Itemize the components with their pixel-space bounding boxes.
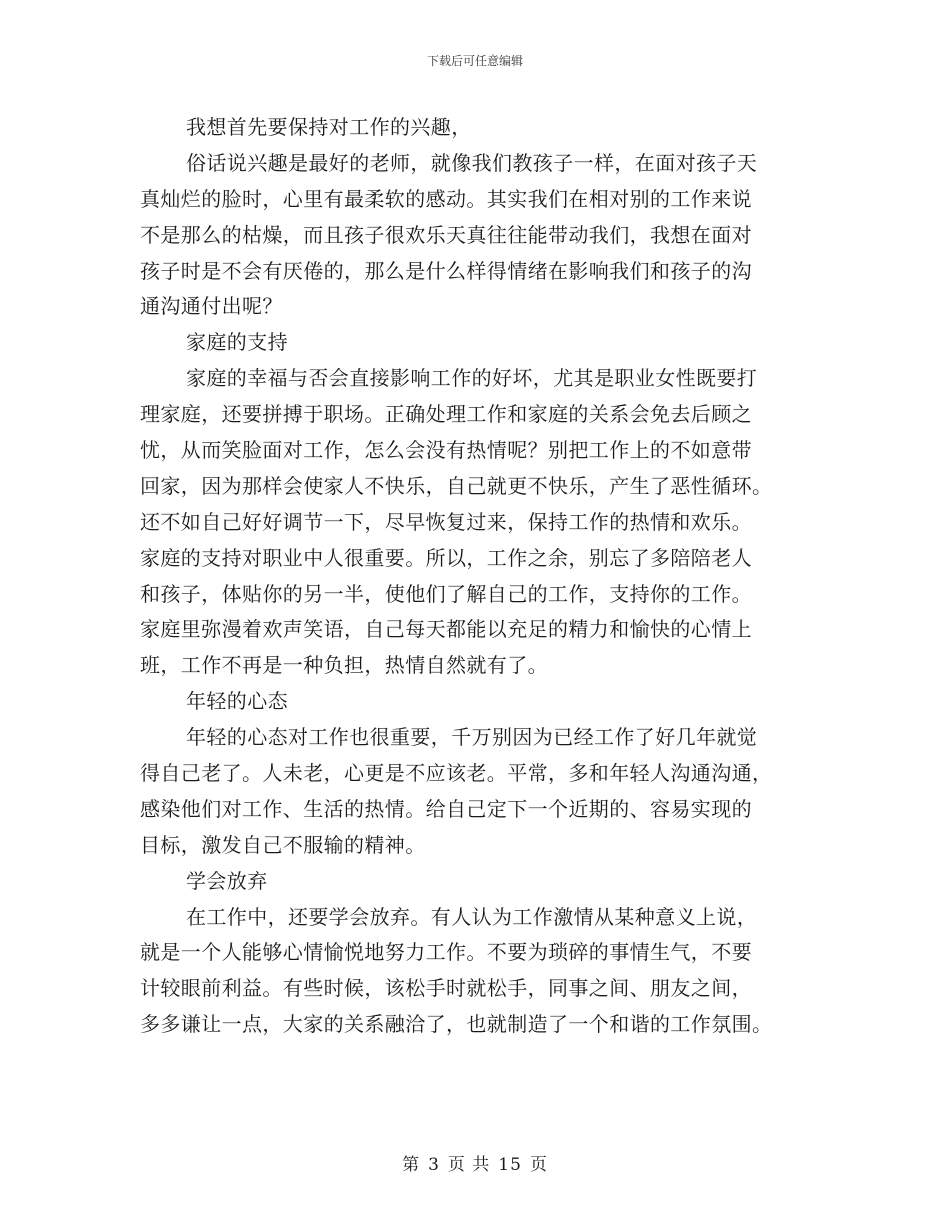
text-line: 得自己老了。人未老，心更是不应该老。平常，多和年轻人沟通沟通， bbox=[140, 761, 773, 786]
text-line: 多多谦让一点，大家的关系融洽了，也就制造了一个和谐的工作氛围。 bbox=[140, 1012, 773, 1037]
document-body bbox=[140, 110, 810, 1043]
text-line: 忧，从而笑脸面对工作，怎么会没有热情呢？别把工作上的不如意带 bbox=[140, 438, 752, 463]
page-footer bbox=[0, 1153, 950, 1177]
text-line: 年轻的心态对工作也很重要，千万别因为已经工作了好几年就觉 bbox=[186, 725, 758, 750]
text-line: 回家，因为那样会使家人不快乐，自己就更不快乐，产生了恶性循环。 bbox=[140, 473, 773, 498]
text-line: 家庭的支持对职业中人很重要。所以，工作之余，别忘了多陪陪老人 bbox=[140, 545, 752, 570]
section-heading: 学会放弃 bbox=[186, 868, 268, 893]
footer-prefix: 第 bbox=[402, 1155, 421, 1175]
text-line: 感染他们对工作、生活的热情。给自己定下一个近期的、容易实现的 bbox=[140, 796, 752, 821]
text-line: 通沟通付出呢？ bbox=[140, 294, 283, 319]
section-heading: 年轻的心态 bbox=[186, 689, 288, 714]
text-line: 还不如自己好好调节一下，尽早恢复过来，保持工作的热情和欢乐。 bbox=[140, 509, 752, 534]
text-line: 计较眼前利益。有些时候，该松手时就松手，同事之间、朋友之间， bbox=[140, 976, 752, 1001]
text-line: 不是那么的枯燥，而且孩子很欢乐天真往往能带动我们，我想在面对 bbox=[140, 222, 752, 247]
section-heading: 家庭的支持 bbox=[186, 330, 288, 355]
text-line: 班，工作不再是一种负担，热情自然就有了。 bbox=[140, 653, 548, 678]
total-pages-number: 15 bbox=[498, 1155, 522, 1175]
page-header bbox=[0, 53, 950, 69]
text-line: 家庭里弥漫着欢声笑语，自己每天都能以充足的精力和愉快的心情上 bbox=[140, 617, 752, 642]
current-page-number: 3 bbox=[428, 1155, 440, 1175]
header-text: 下载后可任意编辑 bbox=[426, 54, 523, 68]
footer-middle: 页 共 bbox=[447, 1155, 491, 1175]
text-line: 在工作中，还要学会放弃。有人认为工作激情从某种意义上说， bbox=[186, 904, 758, 929]
text-line: 目标，激发自己不服输的精神。 bbox=[140, 832, 426, 857]
text-line: 孩子时是不会有厌倦的，那么是什么样得情绪在影响我们和孩子的沟 bbox=[140, 258, 752, 283]
footer-suffix: 页 bbox=[529, 1155, 548, 1175]
text-line: 真灿烂的脸时，心里有最柔软的感动。其实我们在相对别的工作来说 bbox=[140, 186, 752, 211]
text-line: 我想首先要保持对工作的兴趣， bbox=[186, 115, 472, 139]
text-line: 和孩子，体贴你的另一半，使他们了解自己的工作，支持你的工作。 bbox=[140, 581, 752, 606]
text-line: 家庭的幸福与否会直接影响工作的好坏，尤其是职业女性既要打 bbox=[186, 366, 758, 391]
text-line: 理家庭，还要拼搏于职场。正确处理工作和家庭的关系会免去后顾之 bbox=[140, 402, 752, 427]
text-line: 俗话说兴趣是最好的老师，就像我们教孩子一样，在面对孩子天 bbox=[186, 150, 758, 175]
text-line: 就是一个人能够心情愉悦地努力工作。不要为琐碎的事情生气，不要 bbox=[140, 940, 752, 965]
